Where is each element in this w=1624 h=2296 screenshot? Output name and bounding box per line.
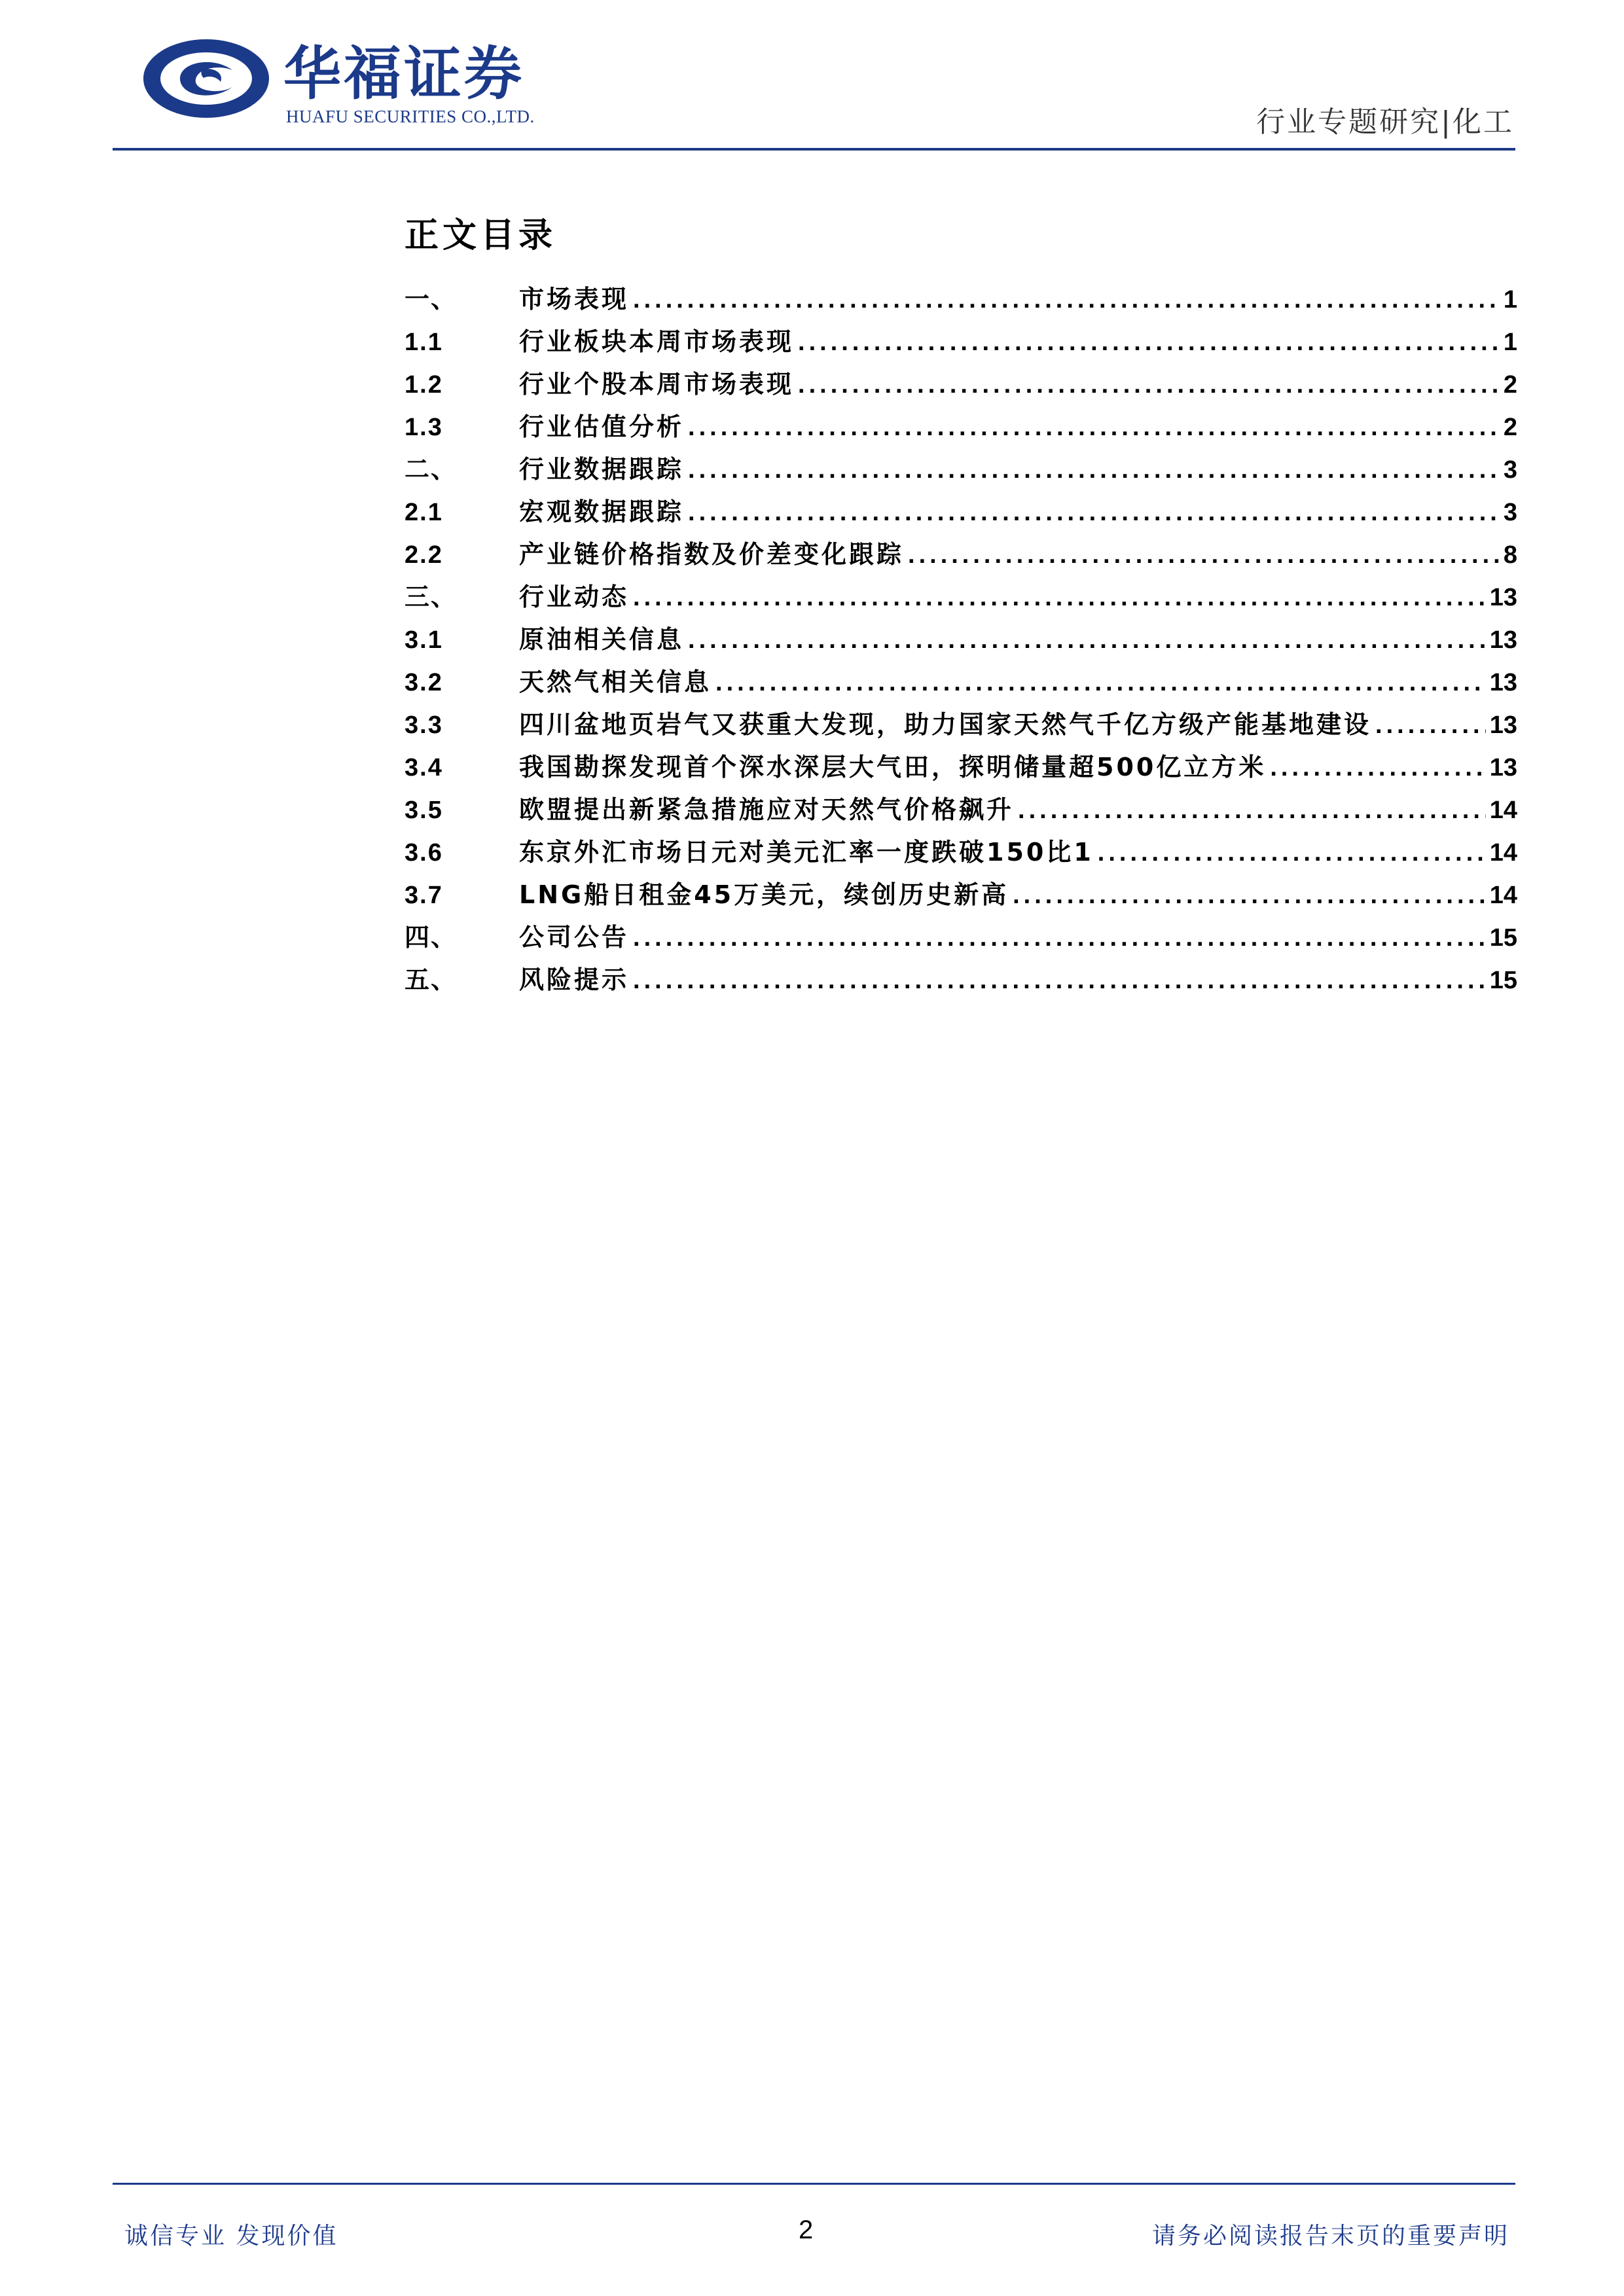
toc-title: 正文目录	[405, 215, 557, 255]
toc-entry-title: 行业个股本周市场表现	[519, 370, 795, 399]
toc-entry-title: 产业链价格指数及价差变化跟踪	[519, 540, 905, 569]
toc-entry-page: 2	[1503, 414, 1517, 441]
toc-entry[interactable]	[405, 916, 1517, 959]
toc-entry[interactable]	[405, 363, 1517, 406]
toc-entry-page: 14	[1489, 839, 1517, 867]
toc-entry-title: 行业动态	[519, 583, 630, 611]
footer-divider	[113, 2183, 1515, 2185]
toc-entry-page: 13	[1489, 584, 1517, 611]
page-header	[0, 0, 1624, 157]
toc-entry-page: 15	[1489, 924, 1517, 952]
toc-entry[interactable]	[405, 661, 1517, 704]
toc-entry-number: 三、	[405, 584, 458, 611]
huafu-logo-icon	[141, 36, 272, 121]
toc-leader-dots	[1375, 704, 1486, 747]
company-logo	[141, 36, 547, 134]
toc-entry-number: 3.3	[405, 711, 443, 739]
toc-list	[405, 278, 1517, 1001]
toc-entry[interactable]	[405, 448, 1517, 491]
toc-entry-number: 3.1	[405, 626, 443, 654]
toc-entry-title: 欧盟提出新紧急措施应对天然气价格飙升	[519, 795, 1015, 824]
toc-entry[interactable]	[405, 789, 1517, 831]
report-type-label: 行业专题研究|化工	[1256, 105, 1514, 139]
footer-slogan: 诚信专业 发现价值	[124, 2223, 338, 2250]
toc-entry-number: 3.6	[405, 839, 443, 867]
toc-entry-page: 14	[1489, 882, 1517, 909]
toc-leader-dots	[1098, 832, 1486, 874]
toc-entry-number: 四、	[405, 924, 458, 952]
toc-leader-dots	[633, 960, 1486, 1002]
toc-entry[interactable]	[405, 746, 1517, 789]
toc-entry-page: 14	[1489, 797, 1517, 824]
toc-entry-number: 二、	[405, 456, 458, 484]
toc-entry-number: 五、	[405, 967, 458, 994]
toc-leader-dots	[715, 662, 1486, 704]
toc-entry[interactable]	[405, 278, 1517, 321]
toc-entry-page: 13	[1489, 626, 1517, 654]
toc-leader-dots	[908, 534, 1500, 577]
toc-entry-page: 13	[1489, 669, 1517, 696]
toc-entry-title: 四川盆地页岩气又获重大发现，助力国家天然气千亿方级产能基地建设	[519, 710, 1372, 739]
toc-entry-number: 3.7	[405, 882, 443, 909]
toc-entry-number: 2.1	[405, 499, 443, 526]
toc-leader-dots	[633, 917, 1486, 960]
footer-disclaimer-note: 请务必阅读报告末页的重要声明	[1151, 2223, 1509, 2250]
toc-entry-number: 3.5	[405, 797, 443, 824]
toc-leader-dots	[633, 279, 1500, 321]
toc-entry-title: 行业板块本周市场表现	[519, 327, 795, 356]
toc-entry-page: 3	[1503, 456, 1517, 484]
toc-entry-number: 3.4	[405, 754, 443, 781]
toc-entry[interactable]	[405, 959, 1517, 1001]
toc-leader-dots	[1013, 874, 1486, 917]
toc-entry-title: 东京外汇市场日元对美元汇率一度跌破150比1	[519, 838, 1094, 867]
toc-entry-page: 2	[1503, 371, 1517, 399]
toc-entry[interactable]	[405, 321, 1517, 363]
toc-entry[interactable]	[405, 619, 1517, 661]
table-of-contents	[405, 209, 1517, 1001]
page-number: 2	[799, 2215, 814, 2244]
toc-entry[interactable]	[405, 491, 1517, 533]
toc-entry[interactable]	[405, 406, 1517, 448]
toc-entry-page: 1	[1503, 329, 1517, 356]
toc-leader-dots	[1270, 747, 1485, 789]
toc-leader-dots	[688, 449, 1500, 492]
toc-entry-title: LNG船日租金45万美元，续创历史新高	[519, 880, 1009, 909]
toc-leader-dots	[688, 492, 1500, 534]
toc-entry-number: 1.2	[405, 371, 443, 399]
toc-leader-dots	[798, 364, 1500, 406]
toc-entry-number: 3.2	[405, 669, 443, 696]
logo-english-name: HUAFU SECURITIES CO.,LTD.	[286, 107, 535, 126]
toc-entry-title: 行业数据跟踪	[519, 455, 685, 484]
toc-entry[interactable]	[405, 704, 1517, 746]
toc-entry-number: 1.1	[405, 329, 443, 356]
toc-entry-page: 15	[1489, 967, 1517, 994]
toc-entry-page: 1	[1503, 286, 1517, 314]
toc-leader-dots	[688, 619, 1486, 662]
toc-entry[interactable]	[405, 831, 1517, 874]
toc-entry-page: 13	[1489, 754, 1517, 781]
toc-entry[interactable]	[405, 533, 1517, 576]
toc-entry-number: 2.2	[405, 541, 443, 569]
toc-leader-dots	[688, 406, 1500, 449]
toc-entry-title: 宏观数据跟踪	[519, 497, 685, 526]
toc-leader-dots	[1018, 789, 1486, 832]
toc-entry-title: 天然气相关信息	[519, 668, 712, 696]
toc-leader-dots	[633, 577, 1486, 619]
header-divider	[113, 148, 1515, 151]
toc-entry-title: 原油相关信息	[519, 625, 685, 654]
toc-entry-title: 公司公告	[519, 923, 630, 952]
toc-entry-number: 一、	[405, 286, 458, 314]
toc-entry-page: 3	[1503, 499, 1517, 526]
toc-entry-title: 风险提示	[519, 965, 630, 994]
toc-leader-dots	[798, 321, 1500, 364]
toc-entry-title: 行业估值分析	[519, 412, 685, 441]
toc-entry-title: 市场表现	[519, 285, 630, 314]
toc-entry-page: 13	[1489, 711, 1517, 739]
toc-entry[interactable]	[405, 874, 1517, 916]
logo-chinese-name: 华福证券	[283, 39, 525, 107]
toc-entry-page: 8	[1503, 541, 1517, 569]
toc-entry-title: 我国勘探发现首个深水深层大气田，探明储量超500亿立方米	[519, 753, 1267, 781]
toc-entry-number: 1.3	[405, 414, 443, 441]
toc-entry[interactable]	[405, 576, 1517, 619]
